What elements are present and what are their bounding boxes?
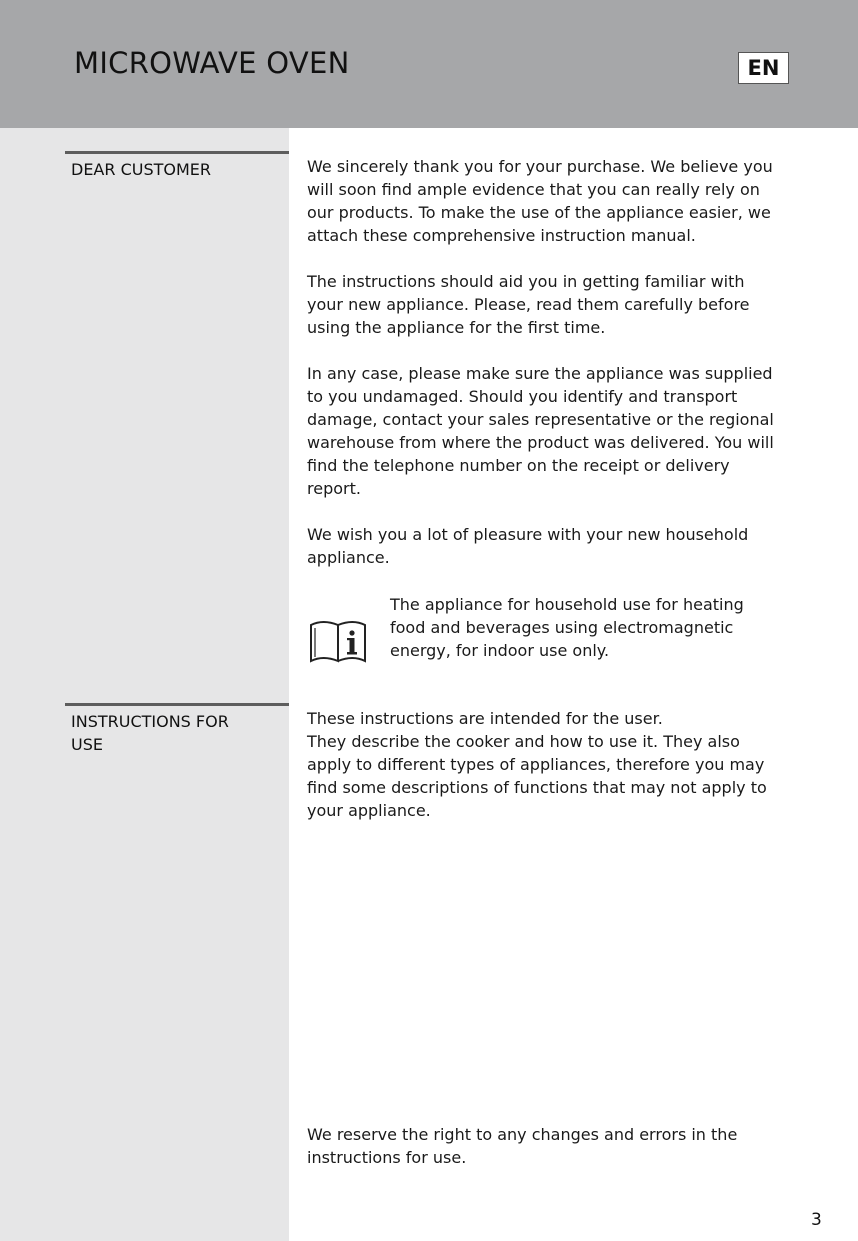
paragraph: We sincerely thank you for your purchase. We believe you will soon find ample evidence that you can really rely on our products. To make the use of the appliance easier, we attach these comprehensive instruction manual. [307, 157, 773, 245]
page-header [0, 0, 858, 128]
paragraph: We wish you a lot of pleasure with your new household appliance. [307, 525, 749, 567]
dear-customer-body [307, 155, 783, 592]
section-label-dear-customer [65, 151, 289, 181]
paragraph: In any case, please make sure the appliance was supplied to you undamaged. Should you identify and transport damage, contact your sales representative or the regional warehouse from where the product was delivered. You will find the telephone number on the receipt or delivery report. [307, 364, 774, 498]
disclaimer: We reserve the right to any changes and errors in the instructions for use. [307, 1125, 738, 1167]
language-badge: EN [738, 52, 789, 84]
paragraph: They describe the cooker and how to use it. They also apply to different types of appliances, therefore you may find some descriptions of functions that may not apply to your appliance. [307, 732, 767, 820]
section-label-text: INSTRUCTIONS FOR [71, 712, 229, 731]
paragraph: The instructions should aid you in getting familiar with your new appliance. Please, read them carefully before using the appliance for the first time. [307, 272, 750, 337]
instructions-body [307, 707, 783, 822]
usage-note: The appliance for household use for heating food and beverages using electromagnetic energy, for indoor use only. [390, 595, 744, 660]
paragraph: These instructions are intended for the user. [307, 709, 663, 728]
sidebar-column [0, 128, 289, 1241]
section-label-instructions-for-use [65, 703, 289, 756]
section-label-text: USE [71, 735, 103, 754]
page-title: MICROWAVE OVEN [74, 46, 350, 80]
page-number: 3 [811, 1210, 822, 1230]
info-book-icon [309, 619, 367, 663]
section-label-text: DEAR CUSTOMER [71, 160, 212, 179]
